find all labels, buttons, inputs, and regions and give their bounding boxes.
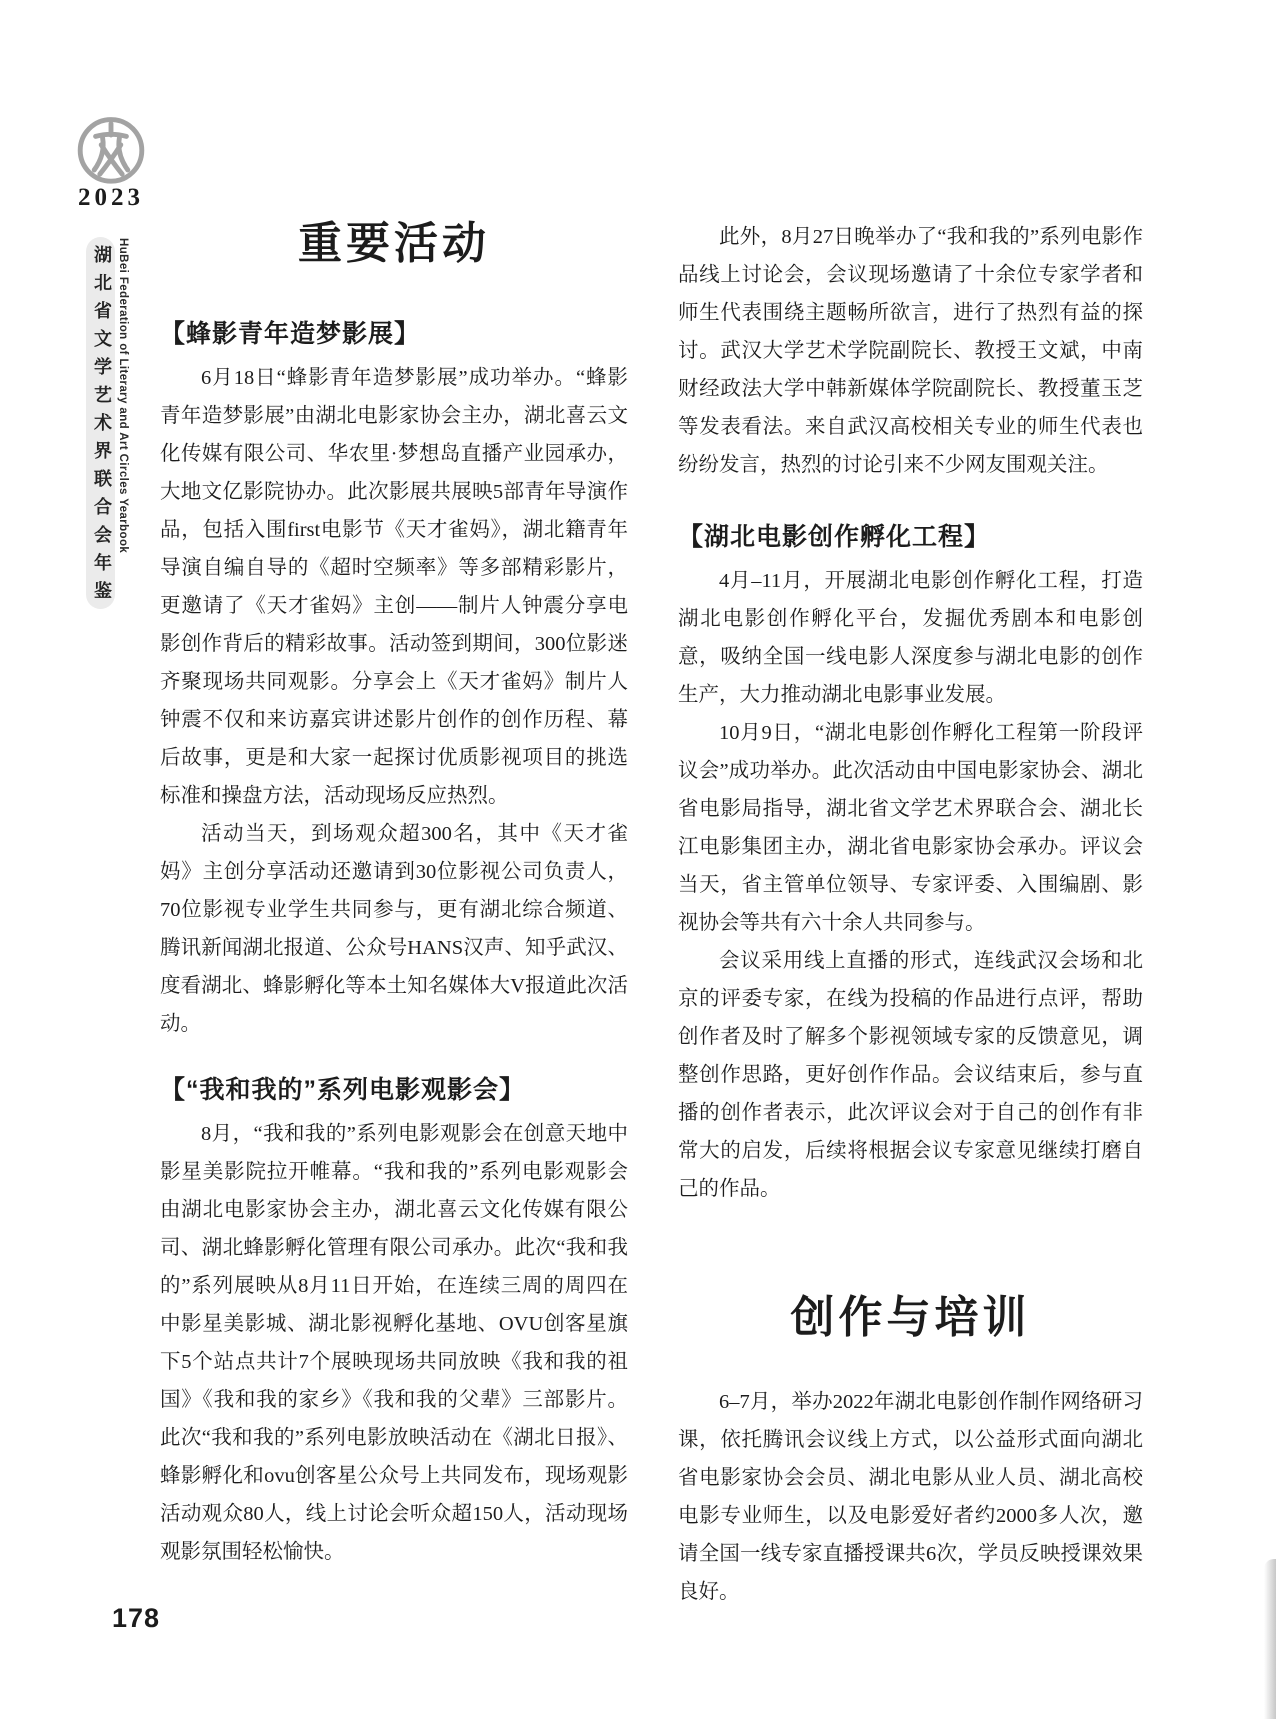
paragraph: 6月18日“蜂影青年造梦影展”成功举办。“蜂影青年造梦影展”由湖北电影家协会主办，湖北喜云文化传媒有限公司、华农里·梦想岛直播产业园承办，大地文亿影院协办。此次影展共展映5部青年导演作品，包括入围first电影节《天才雀妈》，湖北籍青年导演自编自导的《超时空频率》等多部精彩影片，更邀请了《天才雀妈》主创——制片人钟震分享电影创作背后的精彩故事。活动签到期间，300位影迷齐聚现场共同观影。分享会上《天才雀妈》制片人钟震不仅和来访嘉宾讲述影片创作的创作历程、幕后故事，更是和大家一起探讨优质影视项目的挑选标准和操盘方法，活动现场反应热烈。 [160, 366, 628, 807]
page-title-important-activities: 重要活动 [298, 219, 490, 268]
paragraph: 8月，“我和我的”系列电影观影会在创意天地中影星美影院拉开帷幕。“我和我的”系列电影观影会由湖北电影家协会主办，湖北喜云文化传媒有限公司、湖北蜂影孵化管理有限公司承办。此次“我和我的”系列展映从8月11日开始，在连续三周的周四在中影星美影城、湖北影视孵化基地、OVU创客星旗下5个站点共计7个展映现场共同放映《我和我的祖国》《我和我的家乡》《我和我的父辈》三部影片。此次“我和我的”系列电影放映活动在《湖北日报》、蜂影孵化和ovu创客星公众号上共同发布，现场观影活动观众80人，线上讨论会听众超150人，活动现场观影氛围轻松愉快。 [160, 1122, 628, 1563]
paragraph: 会议采用线上直播的形式，连线武汉会场和北京的评委专家，在线为投稿的作品进行点评，帮助创作者及时了解多个影视领域专家的反馈意见，调整创作思路，更好创作作品。会议结束后，参与直播的创作者表示，此次评议会对于自己的创作有非常大的启发，后续将根据会议专家意见继续打磨自己的作品。 [678, 950, 1143, 1200]
year-label: 2023 [78, 184, 144, 211]
scan-edge-shadow [1264, 1559, 1276, 1719]
left-column [160, 0, 628, 1571]
paragraph: 活动当天，到场观众超300名，其中《天才雀妈》主创分享活动还邀请到30位影视公司负责人，70位影视专业学生共同参与，更有湖北综合频道、腾讯新闻湖北报道、公众号HANS汉声、知乎武汉、度看湖北、蜂影孵化等本土知名媒体大V报道此次活动。 [160, 822, 628, 1035]
paragraph: 此外，8月27日晚举办了“我和我的”系列电影作品线上讨论会，会议现场邀请了十余位专家学者和师生代表围绕主题畅所欲言，进行了热烈有益的探讨。武汉大学艺术学院副院长、教授王文斌，中南财经政法大学中韩新媒体学院副院长、教授董玉芝等发表看法。来自武汉高校相关专业的师生代表也纷纷发言，热烈的讨论引来不少网友围观关注。 [678, 226, 1143, 476]
federation-logo-icon [76, 112, 146, 186]
section-heading-fengying-youth-film-exhibition: 【蜂影青年造梦影展】 [160, 319, 421, 348]
page-number: 178 [112, 1603, 161, 1633]
right-column [678, 0, 1143, 1611]
paragraph: 6–7月，举办2022年湖北电影创作制作网络研习课，依托腾讯会议线上方式，以公益形式面向湖北省电影家协会会员、湖北电影从业人员、湖北高校电影专业师生，以及电影爱好者约2000多人次，邀请全国一线专家直播授课共6次，学员反映授课效果良好。 [678, 1390, 1143, 1603]
section-heading-hubei-film-incubation-project: 【湖北电影创作孵化工程】 [678, 523, 991, 551]
paragraph: 10月9日，“湖北电影创作孵化工程第一阶段评议会”成功举办。此次活动由中国电影家协会、湖北省电影局指导，湖北省文学艺术界联合会、湖北长江电影集团主办，湖北省电影家协会承办。评议会当天，省主管单位领导、专家评委、入围编剧、影视协会等共有六十余人共同参与。 [678, 722, 1143, 934]
page-title-creation-and-training: 创作与培训 [790, 1293, 1031, 1342]
paragraph: 4月–11月，开展湖北电影创作孵化工程，打造湖北电影创作孵化平台，发掘优秀剧本和电影创意，吸纳全国一线电影人深度参与湖北电影的创作生产，大力推动湖北电影事业发展。 [678, 570, 1143, 706]
sidebar-vertical-title-en: HuBei Federation of Literary and Art Circles Yearbook [117, 238, 129, 554]
sidebar-vertical-title-cn: 湖北省文学艺术界联合会年鉴 [86, 237, 115, 609]
section-heading-me-and-mine-film-screening: 【“我和我的”系列电影观影会】 [160, 1075, 526, 1104]
